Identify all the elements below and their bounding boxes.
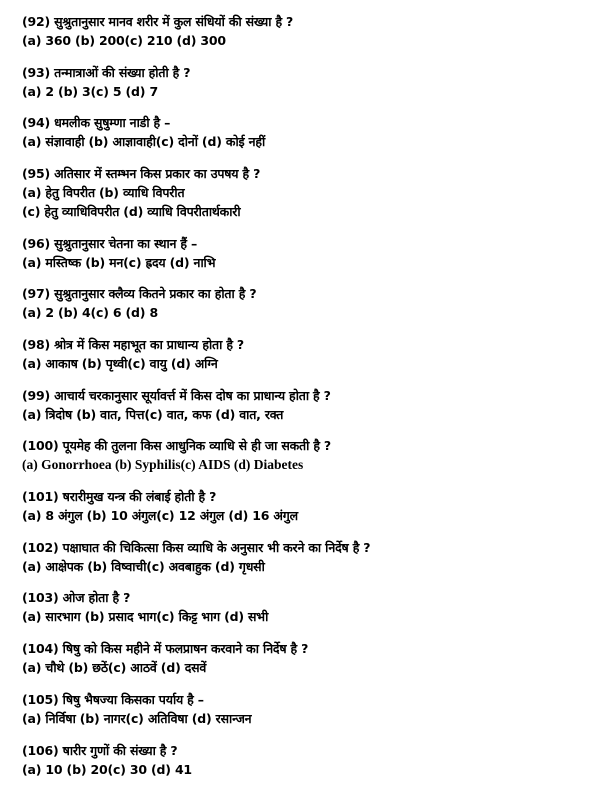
question-block-102 [22,538,600,589]
answer-options: (a) चौथे (b) छठें(c) आठवें (d) दसवें [22,660,207,676]
answer-options: (a) त्रिदोष (b) वात, पित्त(c) वात, कफ (d) वात, रक्त [22,406,284,422]
answer-options: (c) हेतु व्याधिविपरीत (d) व्याधि विपरीतार्थकारी [22,204,241,220]
answer-options: (a) 2 (b) 3(c) 5 (d) 7 [22,83,158,99]
question-text: (92) सुश्रुतानुसार मानव शरीर में कुल संधियों की संख्या है ? [22,14,294,29]
question-block-100 [22,436,600,487]
question-text: (104) षिषु को किस महीने में फलप्राषन करवाने का निर्देष है ? [22,641,309,657]
answer-options: (a) आक्षेपक (b) विष्वाची(c) अवबाहुक (d) गृधसी [22,558,265,574]
question-text: (106) षारीर गुणों की संख्या है ? [22,742,178,758]
question-block-105 [22,690,600,741]
answer-options: (a) Gonorrhoea (b) Syphilis(c) AIDS (d) Diabetes [22,457,304,473]
question-block-96 [22,234,600,285]
question-text: (98) श्रोत्र में किस महाभूत का प्राधान्य होता है ? [22,337,244,353]
question-text: (99) आचार्य चरकानुसार सूर्यावर्त्त में किस दोष का प्राधान्य होता है ? [22,387,331,403]
question-block-97 [22,284,600,335]
answer-options: (a) सारभाग (b) प्रसाद भाग(c) किट्ट भाग (d) सभी [22,609,269,625]
question-text: (96) सुश्रुतानुसार चेतना का स्थान हैं – [22,235,198,251]
answer-options: (a) निर्विषा (b) नागर(c) अतिविषा (d) रसान्जन [22,710,252,726]
question-text: (95) अतिसार में स्तम्भन किस प्रकार का उपषय है ? [22,166,261,182]
question-block-94 [22,113,600,164]
answer-options: (a) मस्तिष्क (b) मन(c) ह्रदय (d) नाभि [22,254,216,270]
question-text: (102) पक्षाघात की चिकित्सा किस व्याधि के अनुसार भी करने का निर्देष है ? [22,539,371,555]
question-block-101 [22,487,600,538]
question-text: (97) सुश्रुतानुसार क्लैव्य कितने प्रकार का होता है ? [22,286,257,302]
answer-options: (a) 2 (b) 4(c) 6 (d) 8 [22,305,158,321]
answer-options: (a) आकाष (b) पृथ्वी(c) वायु (d) अग्नि [22,356,218,372]
question-block-93 [22,63,600,114]
question-block-99 [22,386,600,437]
question-block-98 [22,335,600,386]
question-text: (94) धमलीक सुषुम्णा नाडी है – [22,115,171,131]
question-block-95 [22,164,600,234]
question-text: (105) षिषु भैषज्या किसका पर्याय है – [22,691,204,707]
question-text: (103) ओज होता है ? [22,590,131,606]
question-text: (101) षरारीमुख यन्त्र की लंबाई होती है ? [22,489,217,505]
answer-options: (a) 10 (b) 20(c) 30 (d) 41 [22,761,192,777]
question-block-103 [22,588,600,639]
answer-options: (a) 8 अंगुल (b) 10 अंगुल(c) 12 अंगुल (d) 16 अंगुल [22,508,298,524]
question-block-104 [22,639,600,690]
answer-options: (a) 360 (b) 200(c) 210 (d) 300 [22,33,226,48]
answer-options: (a) हेतु विपरीत (b) व्याधि विपरीत [22,185,185,201]
answer-options: (a) संज्ञावाही (b) आज्ञावाही(c) दोनों (d) कोई नहीं [22,134,265,150]
question-text: (100) पूयमेह की तुलना किस आधुनिक व्याधि से ही जा सकती है ? [22,438,331,454]
question-block-92 [22,12,600,63]
question-text: (93) तन्मात्राओं की संख्या होती है ? [22,64,191,80]
question-block-106 [22,741,600,792]
